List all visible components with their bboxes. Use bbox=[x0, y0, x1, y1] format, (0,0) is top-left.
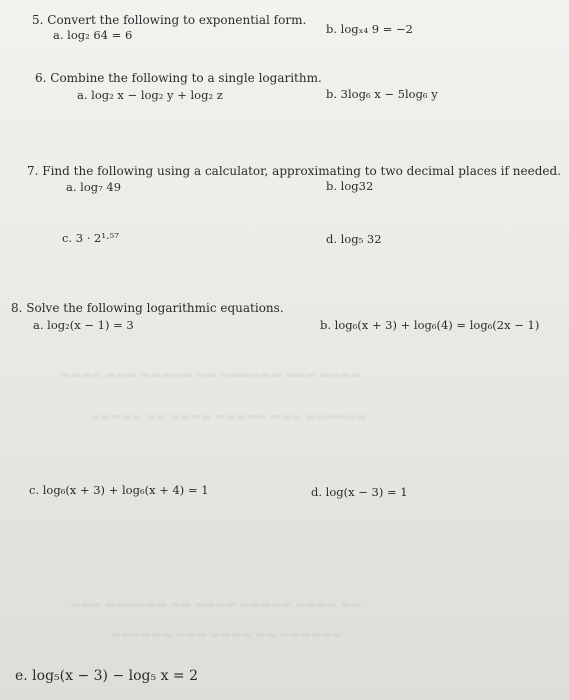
problem-8a: a. log₂(x − 1) = 3 bbox=[33, 318, 134, 332]
bleed-through-texture: ▬▬▬ ▬▬▬▬▬▬ ▬▬ ▬▬▬▬ ▬▬▬▬▬ ▬▬▬▬ ▬▬ bbox=[70, 598, 362, 611]
problem-6b: b. 3log₆ x − 5log₆ y bbox=[326, 87, 438, 101]
bleed-through-texture: ▬▬▬▬ ▬▬▬ ▬▬▬▬▬ ▬▬ ▬▬▬▬▬▬ ▬▬▬ ▬▬▬▬ bbox=[60, 368, 362, 381]
problem-8-heading: 8. Solve the following logarithmic equations. bbox=[11, 301, 284, 315]
problem-8b: b. log₆(x + 3) + log₆(4) = log₆(2x − 1) bbox=[320, 318, 540, 332]
problem-7-heading: 7. Find the following using a calculator, approximating to two decimal places if needed. bbox=[27, 164, 561, 178]
problem-8c: c. log₆(x + 3) + log₆(x + 4) = 1 bbox=[29, 483, 209, 497]
problem-6a: a. log₂ x − log₂ y + log₂ z bbox=[77, 88, 223, 102]
problem-6-heading: 6. Combine the following to a single logarithm. bbox=[35, 71, 322, 85]
problem-7a: a. log₇ 49 bbox=[66, 180, 122, 194]
problem-7c: c. 3 · 2¹·⁵⁷ bbox=[62, 231, 119, 245]
problem-5a: a. log₂ 64 = 6 bbox=[53, 28, 133, 42]
problem-7b: b. log32 bbox=[326, 179, 374, 193]
bleed-through-texture: ▬▬▬▬▬▬ ▬▬▬ ▬▬▬▬ ▬▬ ▬▬▬▬▬▬ bbox=[110, 628, 343, 641]
bleed-through-texture: ▬▬▬▬▬ ▬▬ ▬▬▬▬ ▬▬▬▬▬ ▬▬▬ ▬▬▬▬▬▬ bbox=[90, 410, 368, 423]
problem-8d: d. log(x − 3) = 1 bbox=[311, 485, 408, 499]
problem-8e: e. log₅(x − 3) − log₅ x = 2 bbox=[15, 668, 199, 684]
problem-5b: b. logₓ₄ 9 = −2 bbox=[326, 22, 413, 36]
problem-7d: d. log₅ 32 bbox=[326, 232, 382, 246]
problem-5-heading: 5. Convert the following to exponential form. bbox=[32, 13, 307, 27]
